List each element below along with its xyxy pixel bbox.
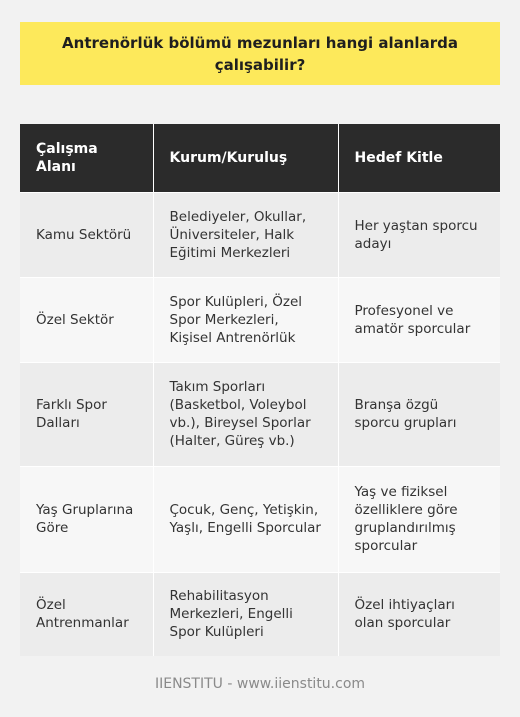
table-row [20,362,500,466]
cell-institution: Belediyeler, Okullar, Üniversiteler, Halk Eğitimi Merkezleri [153,192,338,277]
table-row [20,192,500,277]
cell-area: Yaş Gruplarına Göre [20,466,153,572]
footer-credit: IIENSTITU - www.iienstitu.com [154,676,366,692]
cell-area: Kamu Sektörü [20,192,153,277]
table-row [20,277,500,362]
cell-institution: Rehabilitasyon Merkezleri, Engelli Spor Kulüpleri [153,572,338,656]
cell-target: Yaş ve fiziksel özelliklere göre gruplandırılmış sporcular [338,466,500,572]
page-title: Antrenörlük bölümü mezunları hangi alanlarda çalışabilir? [62,33,458,74]
cell-target: Her yaştan sporcu adayı [338,192,500,277]
column-header-area: Çalışma Alanı [20,124,153,192]
cell-target: Profesyonel ve amatör sporcular [338,277,500,362]
career-areas-table [20,124,500,656]
cell-institution: Spor Kulüpleri, Özel Spor Merkezleri, Kişisel Antrenörlük [153,277,338,362]
cell-area: Özel Antrenmanlar [20,572,153,656]
cell-area: Özel Sektör [20,277,153,362]
column-header-institution: Kurum/Kuruluş [153,124,338,192]
table-row [20,572,500,656]
cell-target: Özel ihtiyaçları olan sporcular [338,572,500,656]
cell-institution: Takım Sporları (Basketbol, Voleybol vb.), Bireysel Sporlar (Halter, Güreş vb.) [153,362,338,466]
table-row [20,466,500,572]
title-banner [20,22,500,85]
column-header-target: Hedef Kitle [338,124,500,192]
cell-institution: Çocuk, Genç, Yetişkin, Yaşlı, Engelli Sporcular [153,466,338,572]
cell-area: Farklı Spor Dalları [20,362,153,466]
table-header-row [20,124,500,192]
cell-target: Branşa özgü sporcu grupları [338,362,500,466]
